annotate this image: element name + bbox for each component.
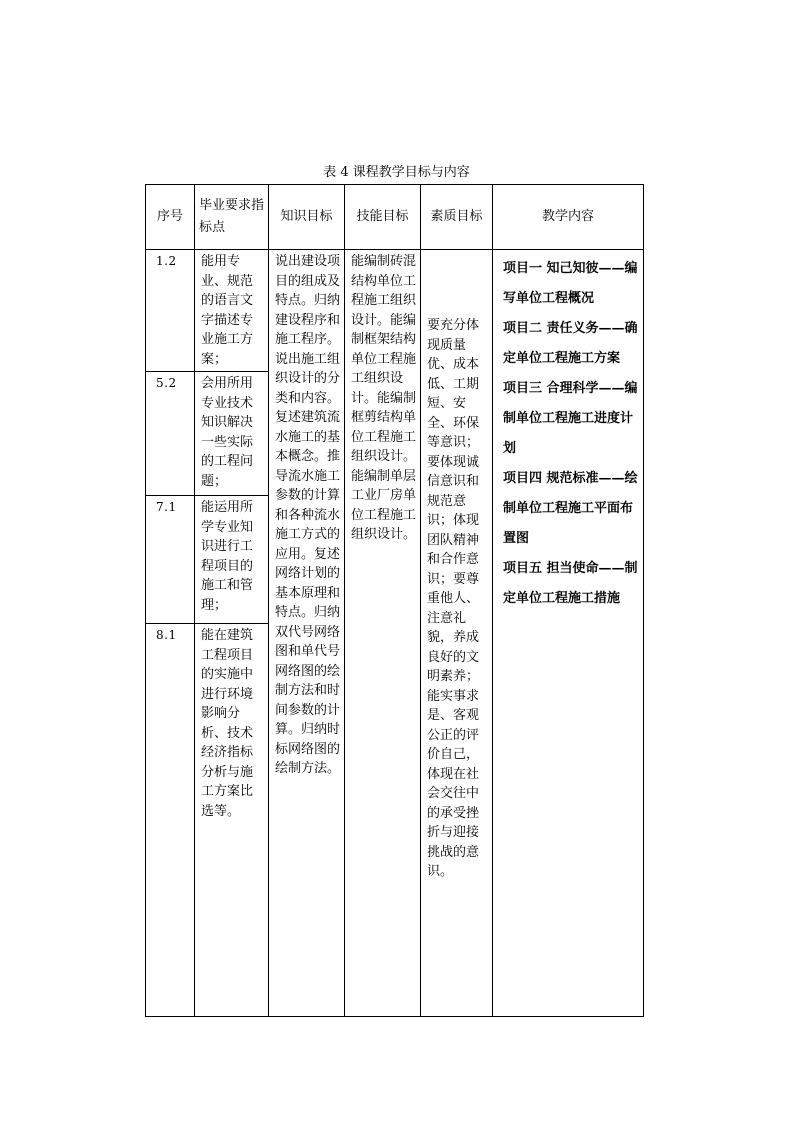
row-seq: 1.2 [146, 250, 195, 372]
objectives-table [145, 184, 644, 1017]
table-caption: 表 4 课程教学目标与内容 [323, 165, 470, 180]
row-indicator: 能用专业、规范的语言文字描述专业施工方案； [195, 250, 269, 372]
header-quality: 素质目标 [421, 185, 493, 250]
row-seq: 8.1 [146, 624, 195, 1017]
table-row [146, 250, 644, 372]
row-indicator: 能在建筑工程项目的实施中进行环境影响分析、技术经济指标分析与施工方案比选等。 [195, 624, 269, 1017]
header-content: 教学内容 [493, 185, 644, 250]
header-knowledge: 知识目标 [269, 185, 345, 250]
row-indicator: 会用所用专业技术知识解决一些实际的工程问题； [195, 372, 269, 496]
content-item: 项目一 知己知彼——编写单位工程概况 [503, 261, 638, 306]
content-item: 项目五 担当使命——制定单位工程施工措施 [503, 561, 638, 606]
header-row [146, 185, 644, 250]
header-skill: 技能目标 [345, 185, 421, 250]
content-item: 项目二 责任义务——确定单位工程施工方案 [503, 321, 638, 366]
knowledge-cell: 说出建设项目的组成及特点。归纳建设程序和施工程序。说出施工组织设计的分类和内容。复述建筑流水施工的基本概念。推导流水施工参数的计算和各种流水施工方式的应用。复述网络计划的基本原理和特点。归纳双代号网络图和单代号网络图的绘制方法和时间参数的计算。归纳时标网络图的绘制方法。 [269, 250, 345, 1017]
skill-cell: 能编制砖混结构单位工程施工组织设计。能编制框架结构单位工程施工组织设计。能编制框剪结构单位工程施工组织设计。能编制单层工业厂房单位工程施工组织设计。 [345, 250, 421, 1017]
row-seq: 7.1 [146, 496, 195, 624]
row-indicator: 能运用所学专业知识进行工程项目的施工和管理； [195, 496, 269, 624]
content-cell [493, 250, 644, 1017]
header-indicator-label: 毕业要求指标点 [199, 198, 265, 235]
content-item: 项目四 规范标准——绘制单位工程施工平面布置图 [503, 471, 638, 546]
content-item: 项目三 合理科学——编制单位工程施工进度计划 [503, 381, 638, 456]
quality-cell: 要充分体现质量优、成本低、工期短、安全、环保等意识；要体现诚信意识和规范意识；体现团队精神和合作意识；要尊重他人、注意礼貌，养成良好的文明素养；能实事求是、客观公正的评价自己，体现在社会交往中的承受挫折与迎接挑战的意识。 [421, 250, 493, 1017]
objectives-table-wrap [145, 184, 644, 1017]
header-seq: 序号 [146, 185, 195, 250]
row-seq: 5.2 [146, 372, 195, 496]
header-indicator [195, 185, 269, 250]
